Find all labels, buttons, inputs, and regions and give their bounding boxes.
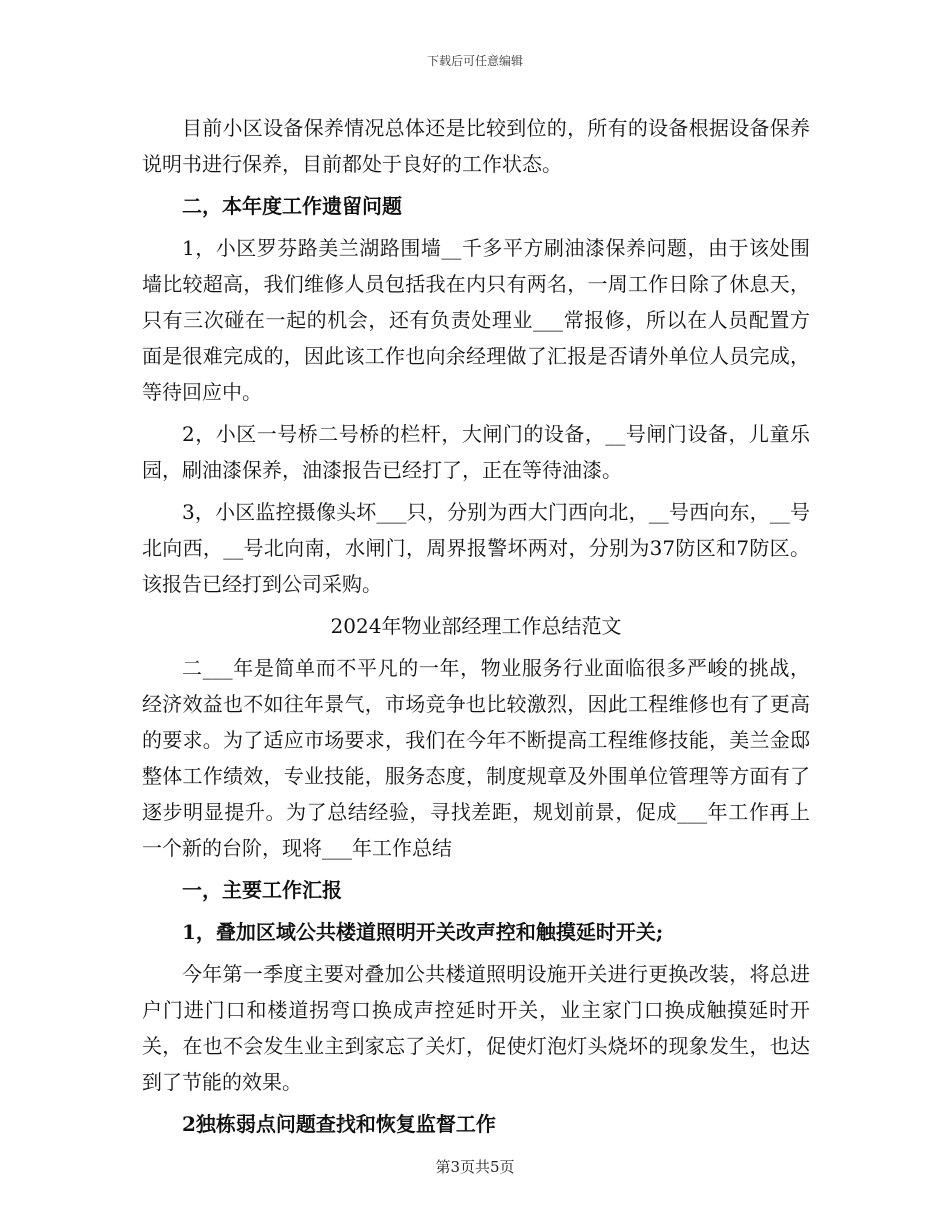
paragraph: 3，小区监控摄像头坏___只，分别为西大门西向北，__号西向东，__号北向西，__号北向南，水闸门，周界报警坏两对，分别为37防区和7防区。该报告已经打到公司采购。 <box>142 500 810 596</box>
paragraph: 1，小区罗芬路美兰湖路围墙__千多平方刷油漆保养问题，由于该处围墙比较超高，我们维修人员包括我在内只有两名，一周工作日除了休息天，只有三次碰在一起的机会，还有负责处理业___常报修，所以在人员配置方面是很难完成的，因此该工作也向余经理做了汇报是否请外单位人员完成，等待回应中。 <box>142 236 810 404</box>
subsection-heading: 2独栋弱点问题查找和恢复监督工作 <box>182 1112 496 1136</box>
document-body <box>142 110 810 1148</box>
page-header: 下载后可任意编辑 <box>426 54 523 68</box>
section-heading: 二，本年度工作遗留问题 <box>182 194 402 218</box>
paragraph: 2，小区一号桥二号桥的栏杆，大闸门的设备，__号闸门设备，儿童乐园，刷油漆保养，油漆报告已经打了，正在等待油漆。 <box>142 422 810 482</box>
paragraph: 目前小区设备保养情况总体还是比较到位的，所有的设备根据设备保养说明书进行保养，目前都处于良好的工作状态。 <box>142 116 810 176</box>
page-footer: 第3页共5页 <box>435 1158 515 1176</box>
paragraph: 二___年是简单而不平凡的一年，物业服务行业面临很多严峻的挑战，经济效益也不如往年景气，市场竞争也比较激烈，因此工程维修也有了更高的要求。为了适应市场要求，我们在今年不断提高工程维修技能，美兰金邸整体工作绩效，专业技能，服务态度，制度规章及外围单位管理等方面有了逐步明显提升。为了总结经验，寻找差距，规划前景，促成___年工作再上一个新的台阶，现将___年工作总结 <box>142 656 810 860</box>
section-heading: 一，主要工作汇报 <box>182 878 342 902</box>
subsection-heading: 1，叠加区域公共楼道照明开关改声控和触摸延时开关; <box>182 920 664 944</box>
document-title: 2024年物业部经理工作总结范文 <box>330 614 622 638</box>
paragraph: 今年第一季度主要对叠加公共楼道照明设施开关进行更换改装，将总进户门进门口和楼道拐弯口换成声控延时开关，业主家门口换成触摸延时开关，在也不会发生业主到家忘了关灯，促使灯泡灯头烧坏的现象发生，也达到了节能的效果。 <box>142 962 810 1094</box>
